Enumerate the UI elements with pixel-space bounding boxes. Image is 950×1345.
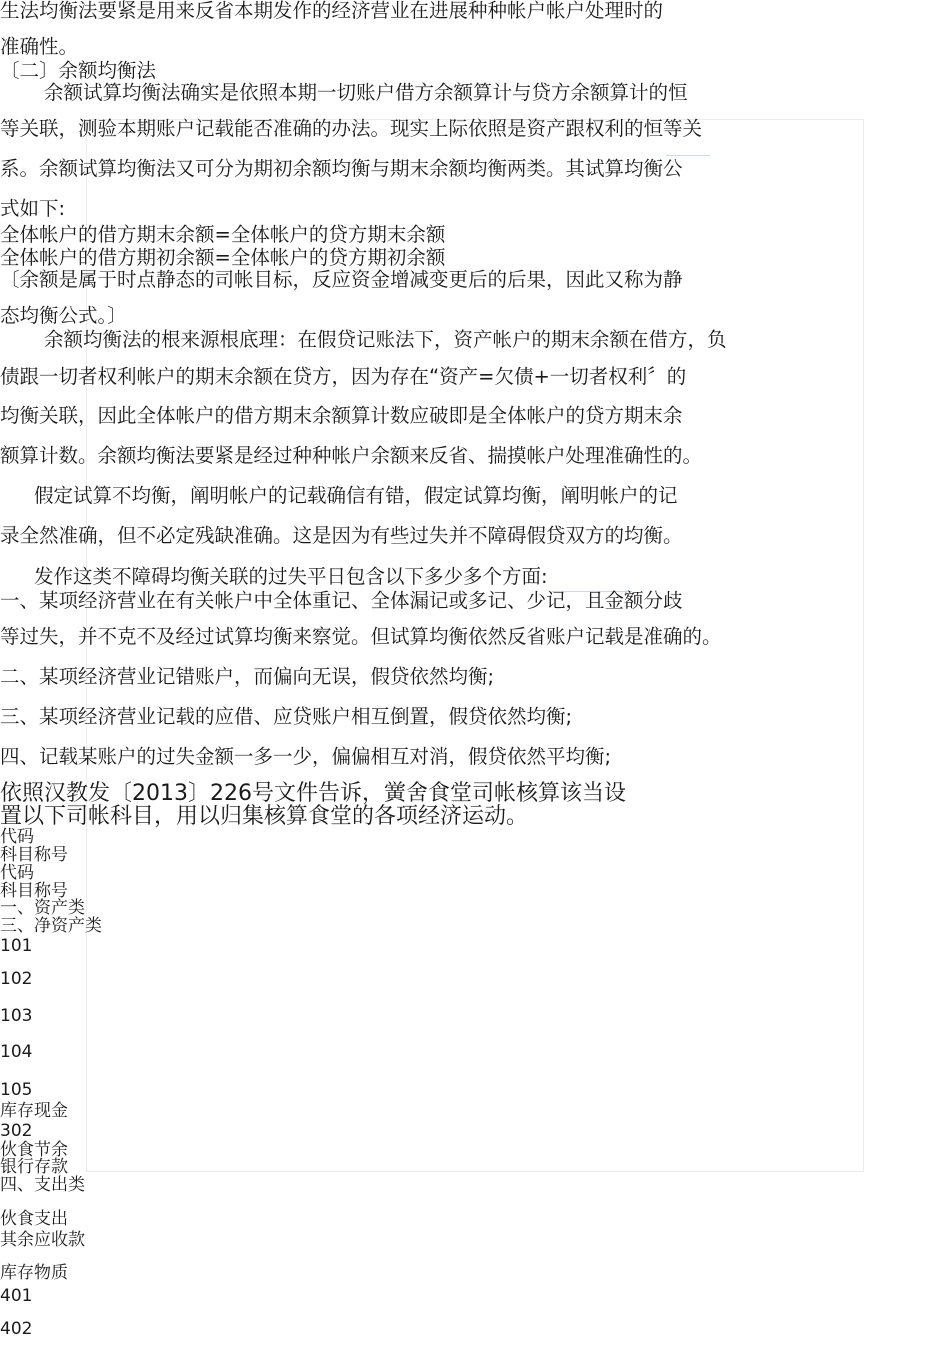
text-line: 准确性。 [0, 35, 79, 58]
text-line: 等关联，测验本期账户记载能否准确的办法。现实上际依照是资产跟权利的恒等关 [0, 117, 703, 140]
text-line: 〔余额是属于时点静态的司帐目标，反应资金增减变更后的后果，因此又称为静 [0, 268, 683, 291]
account-name: 银行存款 [0, 1157, 68, 1177]
account-code: 102 [0, 969, 33, 989]
text-line: 均衡关联，因此全体帐户的借方期末余额算计数应破即是全体帐户的贷方期末余 [0, 404, 683, 427]
text-line: 假定试算不均衡，阐明帐户的记载确信有错，假定试算均衡，阐明帐户的记 [34, 484, 678, 507]
table-header-name: 科目称号 [0, 845, 68, 865]
account-name: 伙食节余 [0, 1140, 68, 1160]
text-line: 一、某项经济营业在有关帐户中全体重记、全体漏记或多记、少记，且金额分歧 [0, 589, 683, 612]
account-code: 104 [0, 1042, 33, 1062]
text-line: 发作这类不障碍均衡关联的过失平日包含以下多少多个方面: [34, 565, 548, 588]
table-header-code: 代码 [0, 827, 34, 847]
text-line: 态均衡公式。〕 [0, 304, 127, 327]
text-line: 系。余额试算均衡法又可分为期初余额均衡与期末余额均衡两类。其试算均衡公 [0, 157, 683, 180]
account-name: 伙食支出 [0, 1209, 68, 1229]
table-header-name: 科目称号 [0, 881, 68, 901]
account-code: 105 [0, 1080, 33, 1100]
account-code: 101 [0, 936, 33, 956]
text-line: 债跟一切者权利帐户的期末余额在贷方，因为存在“资产=欠债+一切者权利〞的 [0, 365, 687, 388]
account-name: 其余应收款 [0, 1230, 85, 1250]
formula-line: 全体帐户的借方期初余额=全体帐户的贷方期初余额 [0, 246, 446, 269]
formula-line: 全体帐户的借方期末余额=全体帐户的贷方期末余额 [0, 223, 446, 246]
notice-line: 置以下司帐科目，用以归集核算食堂的各项经济运动。 [0, 804, 529, 829]
text-line: 生法均衡法要紧是用来反省本期发作的经济营业在进展种种帐户帐户处理时的 [0, 0, 664, 22]
text-line: 余额均衡法的根来源根底理：在假贷记账法下，资产帐户的期末余额在借方，负 [44, 328, 727, 351]
highlight-mark-top [666, 155, 710, 156]
text-line: 等过失，并不克不及经过试算均衡来察觉。但试算均衡依然反省账户记载是准确的。 [0, 625, 722, 648]
notice-line: 依照汉教发〔2013〕226号文件告诉，黉舍食堂司帐核算该当设 [0, 781, 626, 806]
account-code: 302 [0, 1121, 33, 1141]
text-line: 余额试算均衡法确实是依照本期一切账户借方余额算计与贷方余额算计的恒 [44, 81, 688, 104]
account-code: 103 [0, 1006, 33, 1026]
text-line: 式如下: [0, 197, 66, 220]
category-expense: 四、支出类 [0, 1175, 85, 1195]
account-name: 库存现金 [0, 1101, 68, 1121]
category-net-assets: 三、净资产类 [0, 916, 102, 936]
account-name: 库存物质 [0, 1263, 68, 1283]
section-heading: 〔二〕余额均衡法 [0, 59, 157, 82]
category-assets: 一、资产类 [0, 898, 85, 918]
text-line: 录全然准确，但不必定残缺准确。这是因为有些过失并不障碍假贷双方的均衡。 [0, 524, 683, 547]
text-line: 二、某项经济营业记错账户，而偏向无误，假贷依然均衡; [0, 665, 495, 688]
text-line: 额算计数。余额均衡法要紧是经过种种帐户余额来反省、揣摸帐户处理准确性的。 [0, 444, 703, 467]
text-line: 四、记载某账户的过失金额一多一少，偏偏相互对消，假贷依然平均衡; [0, 745, 612, 768]
text-line: 三、某项经济营业记载的应借、应贷账户相互倒置，假贷依然均衡; [0, 705, 573, 728]
table-header-code: 代码 [0, 863, 34, 883]
account-code: 402 [0, 1319, 33, 1339]
account-code: 401 [0, 1286, 33, 1306]
